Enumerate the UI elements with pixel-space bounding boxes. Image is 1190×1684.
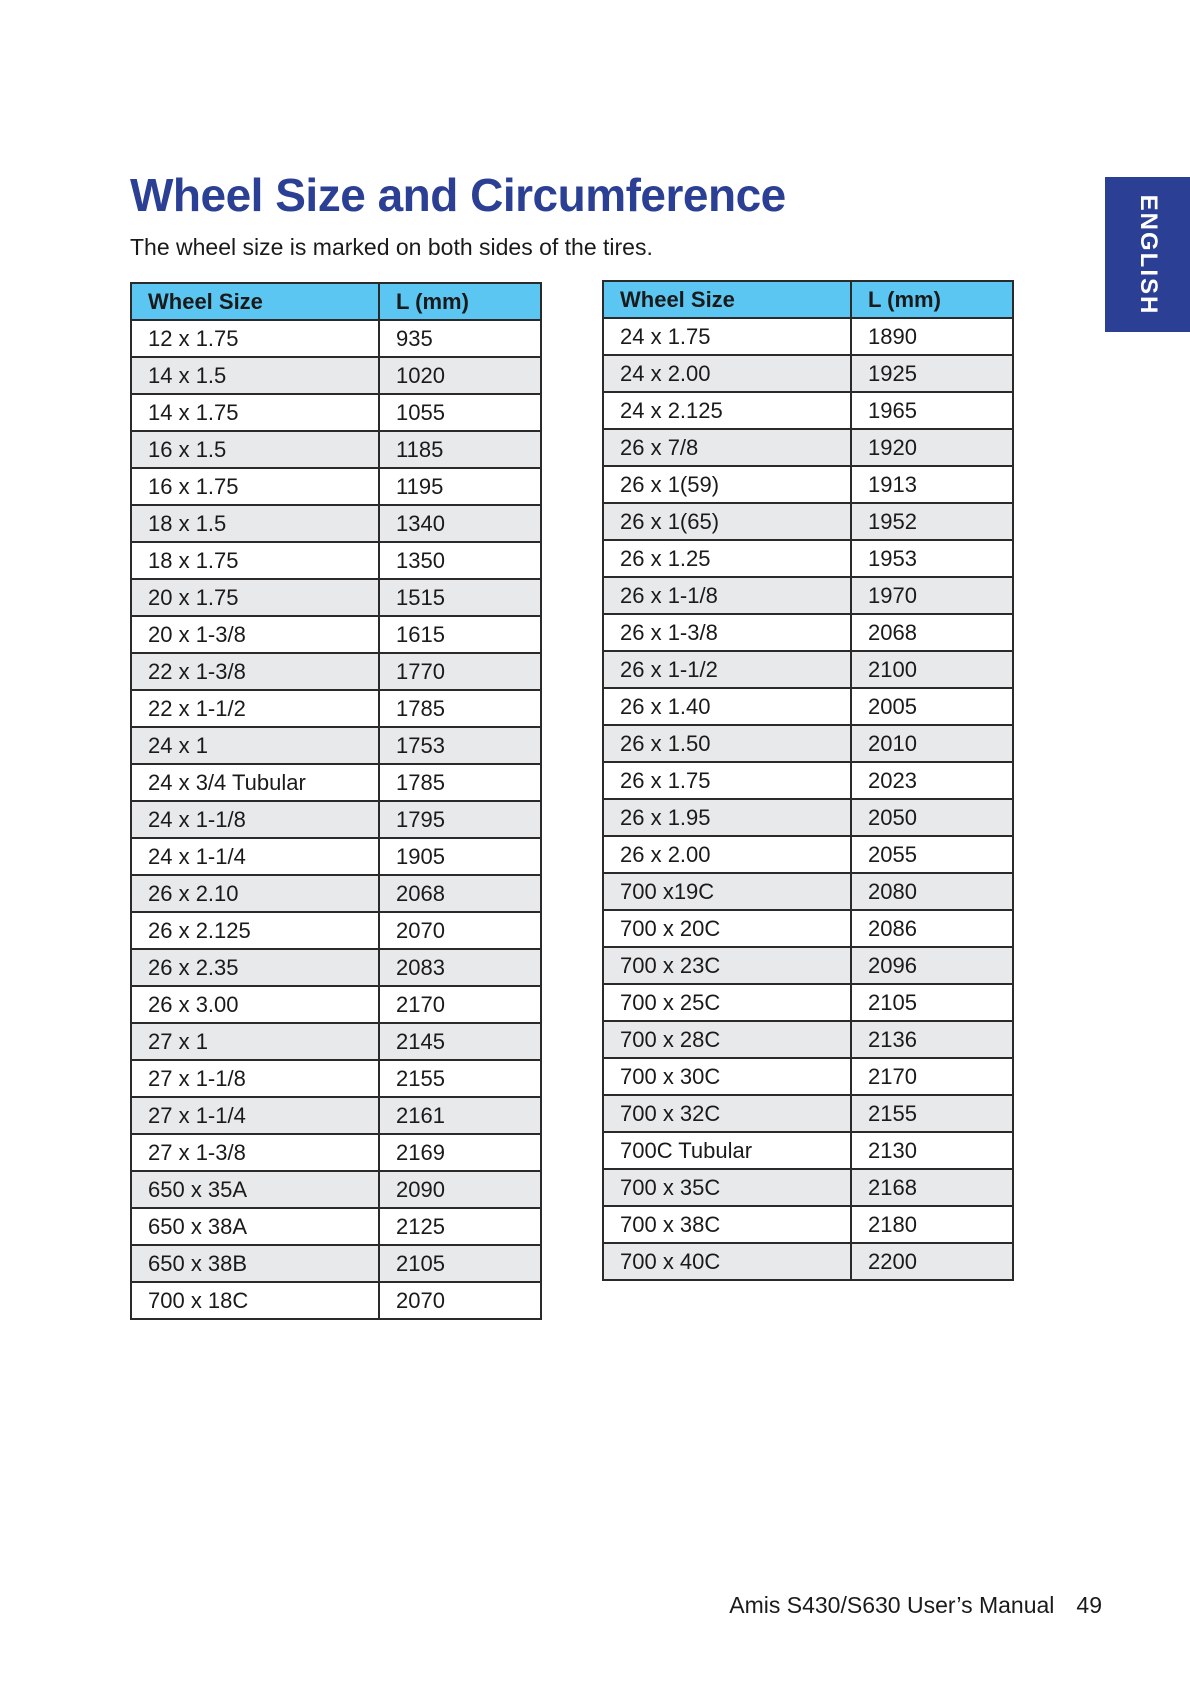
wheel-size-cell: 12 x 1.75: [131, 320, 379, 357]
length-cell: 2068: [851, 614, 1013, 651]
length-cell: 1195: [379, 468, 541, 505]
table-row: [603, 503, 1013, 540]
wheel-size-cell: 22 x 1-3/8: [131, 653, 379, 690]
table-row: [603, 1132, 1013, 1169]
table-row: [603, 614, 1013, 651]
length-cell: 2055: [851, 836, 1013, 873]
length-cell: 935: [379, 320, 541, 357]
table-header-row: [603, 281, 1013, 318]
page-number: 49: [1076, 1592, 1102, 1618]
length-cell: 2068: [379, 875, 541, 912]
wheel-size-cell: 18 x 1.5: [131, 505, 379, 542]
table-row: [603, 1243, 1013, 1280]
length-cell: 2161: [379, 1097, 541, 1134]
wheel-size-cell: 26 x 1.95: [603, 799, 851, 836]
table-row: [603, 688, 1013, 725]
wheel-size-cell: 700 x 35C: [603, 1169, 851, 1206]
wheel-size-cell: 26 x 7/8: [603, 429, 851, 466]
length-cell: 2136: [851, 1021, 1013, 1058]
wheel-size-cell: 14 x 1.5: [131, 357, 379, 394]
header-wheel-size: Wheel Size: [603, 281, 851, 318]
length-cell: 1952: [851, 503, 1013, 540]
table-row: [603, 1169, 1013, 1206]
length-cell: 1795: [379, 801, 541, 838]
table-row: [131, 394, 541, 431]
table-row: [603, 910, 1013, 947]
table-row: [131, 1245, 541, 1282]
table-row: [603, 873, 1013, 910]
table-row: [603, 466, 1013, 503]
wheel-size-cell: 27 x 1: [131, 1023, 379, 1060]
table-row: [603, 355, 1013, 392]
wheel-size-cell: 24 x 1-1/8: [131, 801, 379, 838]
wheel-size-cell: 26 x 1.25: [603, 540, 851, 577]
length-cell: 2200: [851, 1243, 1013, 1280]
table-row: [131, 875, 541, 912]
wheel-size-cell: 26 x 1(59): [603, 466, 851, 503]
length-cell: 2125: [379, 1208, 541, 1245]
wheel-size-cell: 26 x 1(65): [603, 503, 851, 540]
table-row: [131, 505, 541, 542]
length-cell: 2086: [851, 910, 1013, 947]
length-cell: 1913: [851, 466, 1013, 503]
length-cell: 2090: [379, 1171, 541, 1208]
wheel-size-cell: 700 x 25C: [603, 984, 851, 1021]
length-cell: 1785: [379, 690, 541, 727]
wheel-size-cell: 24 x 3/4 Tubular: [131, 764, 379, 801]
length-cell: 1965: [851, 392, 1013, 429]
table-row: [131, 1097, 541, 1134]
wheel-size-cell: 24 x 1: [131, 727, 379, 764]
header-wheel-size: Wheel Size: [131, 283, 379, 320]
length-cell: 1615: [379, 616, 541, 653]
wheel-size-cell: 26 x 2.125: [131, 912, 379, 949]
wheel-size-cell: 26 x 1-3/8: [603, 614, 851, 651]
wheel-size-cell: 26 x 3.00: [131, 986, 379, 1023]
wheel-size-cell: 26 x 1.50: [603, 725, 851, 762]
page-title: Wheel Size and Circumference: [130, 169, 786, 221]
length-cell: 2130: [851, 1132, 1013, 1169]
header-length: L (mm): [851, 281, 1013, 318]
length-cell: 1340: [379, 505, 541, 542]
table-row: [603, 577, 1013, 614]
wheel-size-cell: 650 x 35A: [131, 1171, 379, 1208]
length-cell: 1970: [851, 577, 1013, 614]
table-row: [131, 1134, 541, 1171]
wheel-size-cell: 14 x 1.75: [131, 394, 379, 431]
wheel-size-cell: 700 x 32C: [603, 1095, 851, 1132]
table-row: [131, 431, 541, 468]
table-row: [131, 1171, 541, 1208]
wheel-size-cell: 16 x 1.5: [131, 431, 379, 468]
table-row: [603, 725, 1013, 762]
length-cell: 1890: [851, 318, 1013, 355]
wheel-size-cell: 24 x 1.75: [603, 318, 851, 355]
table-row: [131, 357, 541, 394]
length-cell: 2170: [379, 986, 541, 1023]
wheel-size-cell: 700 x 20C: [603, 910, 851, 947]
length-cell: 1185: [379, 431, 541, 468]
length-cell: 2168: [851, 1169, 1013, 1206]
wheel-size-cell: 650 x 38A: [131, 1208, 379, 1245]
length-cell: 1905: [379, 838, 541, 875]
length-cell: 2169: [379, 1134, 541, 1171]
wheel-size-cell: 24 x 2.125: [603, 392, 851, 429]
language-tab: [1105, 177, 1190, 332]
wheel-size-cell: 26 x 2.10: [131, 875, 379, 912]
wheel-size-cell: 26 x 2.00: [603, 836, 851, 873]
length-cell: 1350: [379, 542, 541, 579]
wheel-size-cell: 27 x 1-1/8: [131, 1060, 379, 1097]
table-row: [131, 912, 541, 949]
table-row: [603, 1021, 1013, 1058]
header-length: L (mm): [379, 283, 541, 320]
table-row: [131, 690, 541, 727]
table-row: [603, 762, 1013, 799]
wheel-size-cell: 18 x 1.75: [131, 542, 379, 579]
wheel-size-table-left: [130, 282, 542, 1320]
table-row: [131, 1060, 541, 1097]
wheel-size-cell: 27 x 1-1/4: [131, 1097, 379, 1134]
wheel-size-cell: 26 x 1-1/2: [603, 651, 851, 688]
length-cell: 2145: [379, 1023, 541, 1060]
length-cell: 1953: [851, 540, 1013, 577]
length-cell: 2155: [851, 1095, 1013, 1132]
table-row: [131, 801, 541, 838]
wheel-size-cell: 20 x 1-3/8: [131, 616, 379, 653]
table-row: [131, 1282, 541, 1319]
length-cell: 2105: [379, 1245, 541, 1282]
table-row: [603, 1095, 1013, 1132]
table-row: [131, 579, 541, 616]
wheel-size-cell: 700 x 38C: [603, 1206, 851, 1243]
wheel-size-cell: 24 x 1-1/4: [131, 838, 379, 875]
wheel-size-cell: 700C Tubular: [603, 1132, 851, 1169]
wheel-size-cell: 700 x 18C: [131, 1282, 379, 1319]
length-cell: 1925: [851, 355, 1013, 392]
table-row: [603, 651, 1013, 688]
table-row: [603, 540, 1013, 577]
length-cell: 2023: [851, 762, 1013, 799]
table-row: [131, 1208, 541, 1245]
table-row: [131, 468, 541, 505]
length-cell: 2100: [851, 651, 1013, 688]
table-row: [603, 1058, 1013, 1095]
wheel-size-table-right: [602, 280, 1014, 1281]
language-tab-label: ENGLISH: [1134, 194, 1162, 315]
wheel-size-cell: 650 x 38B: [131, 1245, 379, 1282]
wheel-size-cell: 26 x 1.75: [603, 762, 851, 799]
wheel-size-cell: 20 x 1.75: [131, 579, 379, 616]
manual-title: Amis S430/S630 User’s Manual: [729, 1592, 1055, 1618]
table-row: [603, 318, 1013, 355]
wheel-size-cell: 26 x 1.40: [603, 688, 851, 725]
length-cell: 1785: [379, 764, 541, 801]
wheel-size-cell: 700 x19C: [603, 873, 851, 910]
wheel-size-cell: 24 x 2.00: [603, 355, 851, 392]
length-cell: 2155: [379, 1060, 541, 1097]
wheel-size-cell: 27 x 1-3/8: [131, 1134, 379, 1171]
table-row: [603, 947, 1013, 984]
table-row: [131, 616, 541, 653]
wheel-size-cell: 700 x 30C: [603, 1058, 851, 1095]
wheel-size-cell: 26 x 2.35: [131, 949, 379, 986]
table-row: [131, 986, 541, 1023]
length-cell: 2070: [379, 912, 541, 949]
length-cell: 2170: [851, 1058, 1013, 1095]
table-row: [603, 1206, 1013, 1243]
table-row: [603, 984, 1013, 1021]
table-row: [131, 1023, 541, 1060]
length-cell: 2010: [851, 725, 1013, 762]
length-cell: 1920: [851, 429, 1013, 466]
length-cell: 2180: [851, 1206, 1013, 1243]
table-row: [603, 429, 1013, 466]
length-cell: 1515: [379, 579, 541, 616]
length-cell: 2096: [851, 947, 1013, 984]
page-footer: [729, 1592, 1102, 1619]
wheel-size-cell: 700 x 23C: [603, 947, 851, 984]
length-cell: 2080: [851, 873, 1013, 910]
table-row: [131, 542, 541, 579]
wheel-size-cell: 26 x 1-1/8: [603, 577, 851, 614]
length-cell: 2105: [851, 984, 1013, 1021]
wheel-size-cell: 700 x 28C: [603, 1021, 851, 1058]
length-cell: 2083: [379, 949, 541, 986]
wheel-size-cell: 700 x 40C: [603, 1243, 851, 1280]
table-row: [131, 949, 541, 986]
table-row: [131, 653, 541, 690]
table-header-row: [131, 283, 541, 320]
length-cell: 1055: [379, 394, 541, 431]
length-cell: 1020: [379, 357, 541, 394]
length-cell: 1770: [379, 653, 541, 690]
table-row: [603, 836, 1013, 873]
wheel-size-cell: 16 x 1.75: [131, 468, 379, 505]
length-cell: 2070: [379, 1282, 541, 1319]
wheel-size-cell: 22 x 1-1/2: [131, 690, 379, 727]
table-row: [131, 838, 541, 875]
table-row: [131, 320, 541, 357]
length-cell: 2005: [851, 688, 1013, 725]
length-cell: 1753: [379, 727, 541, 764]
table-row: [131, 727, 541, 764]
table-row: [603, 392, 1013, 429]
page-subtitle: The wheel size is marked on both sides of the tires.: [130, 234, 653, 260]
table-row: [131, 764, 541, 801]
table-row: [603, 799, 1013, 836]
length-cell: 2050: [851, 799, 1013, 836]
